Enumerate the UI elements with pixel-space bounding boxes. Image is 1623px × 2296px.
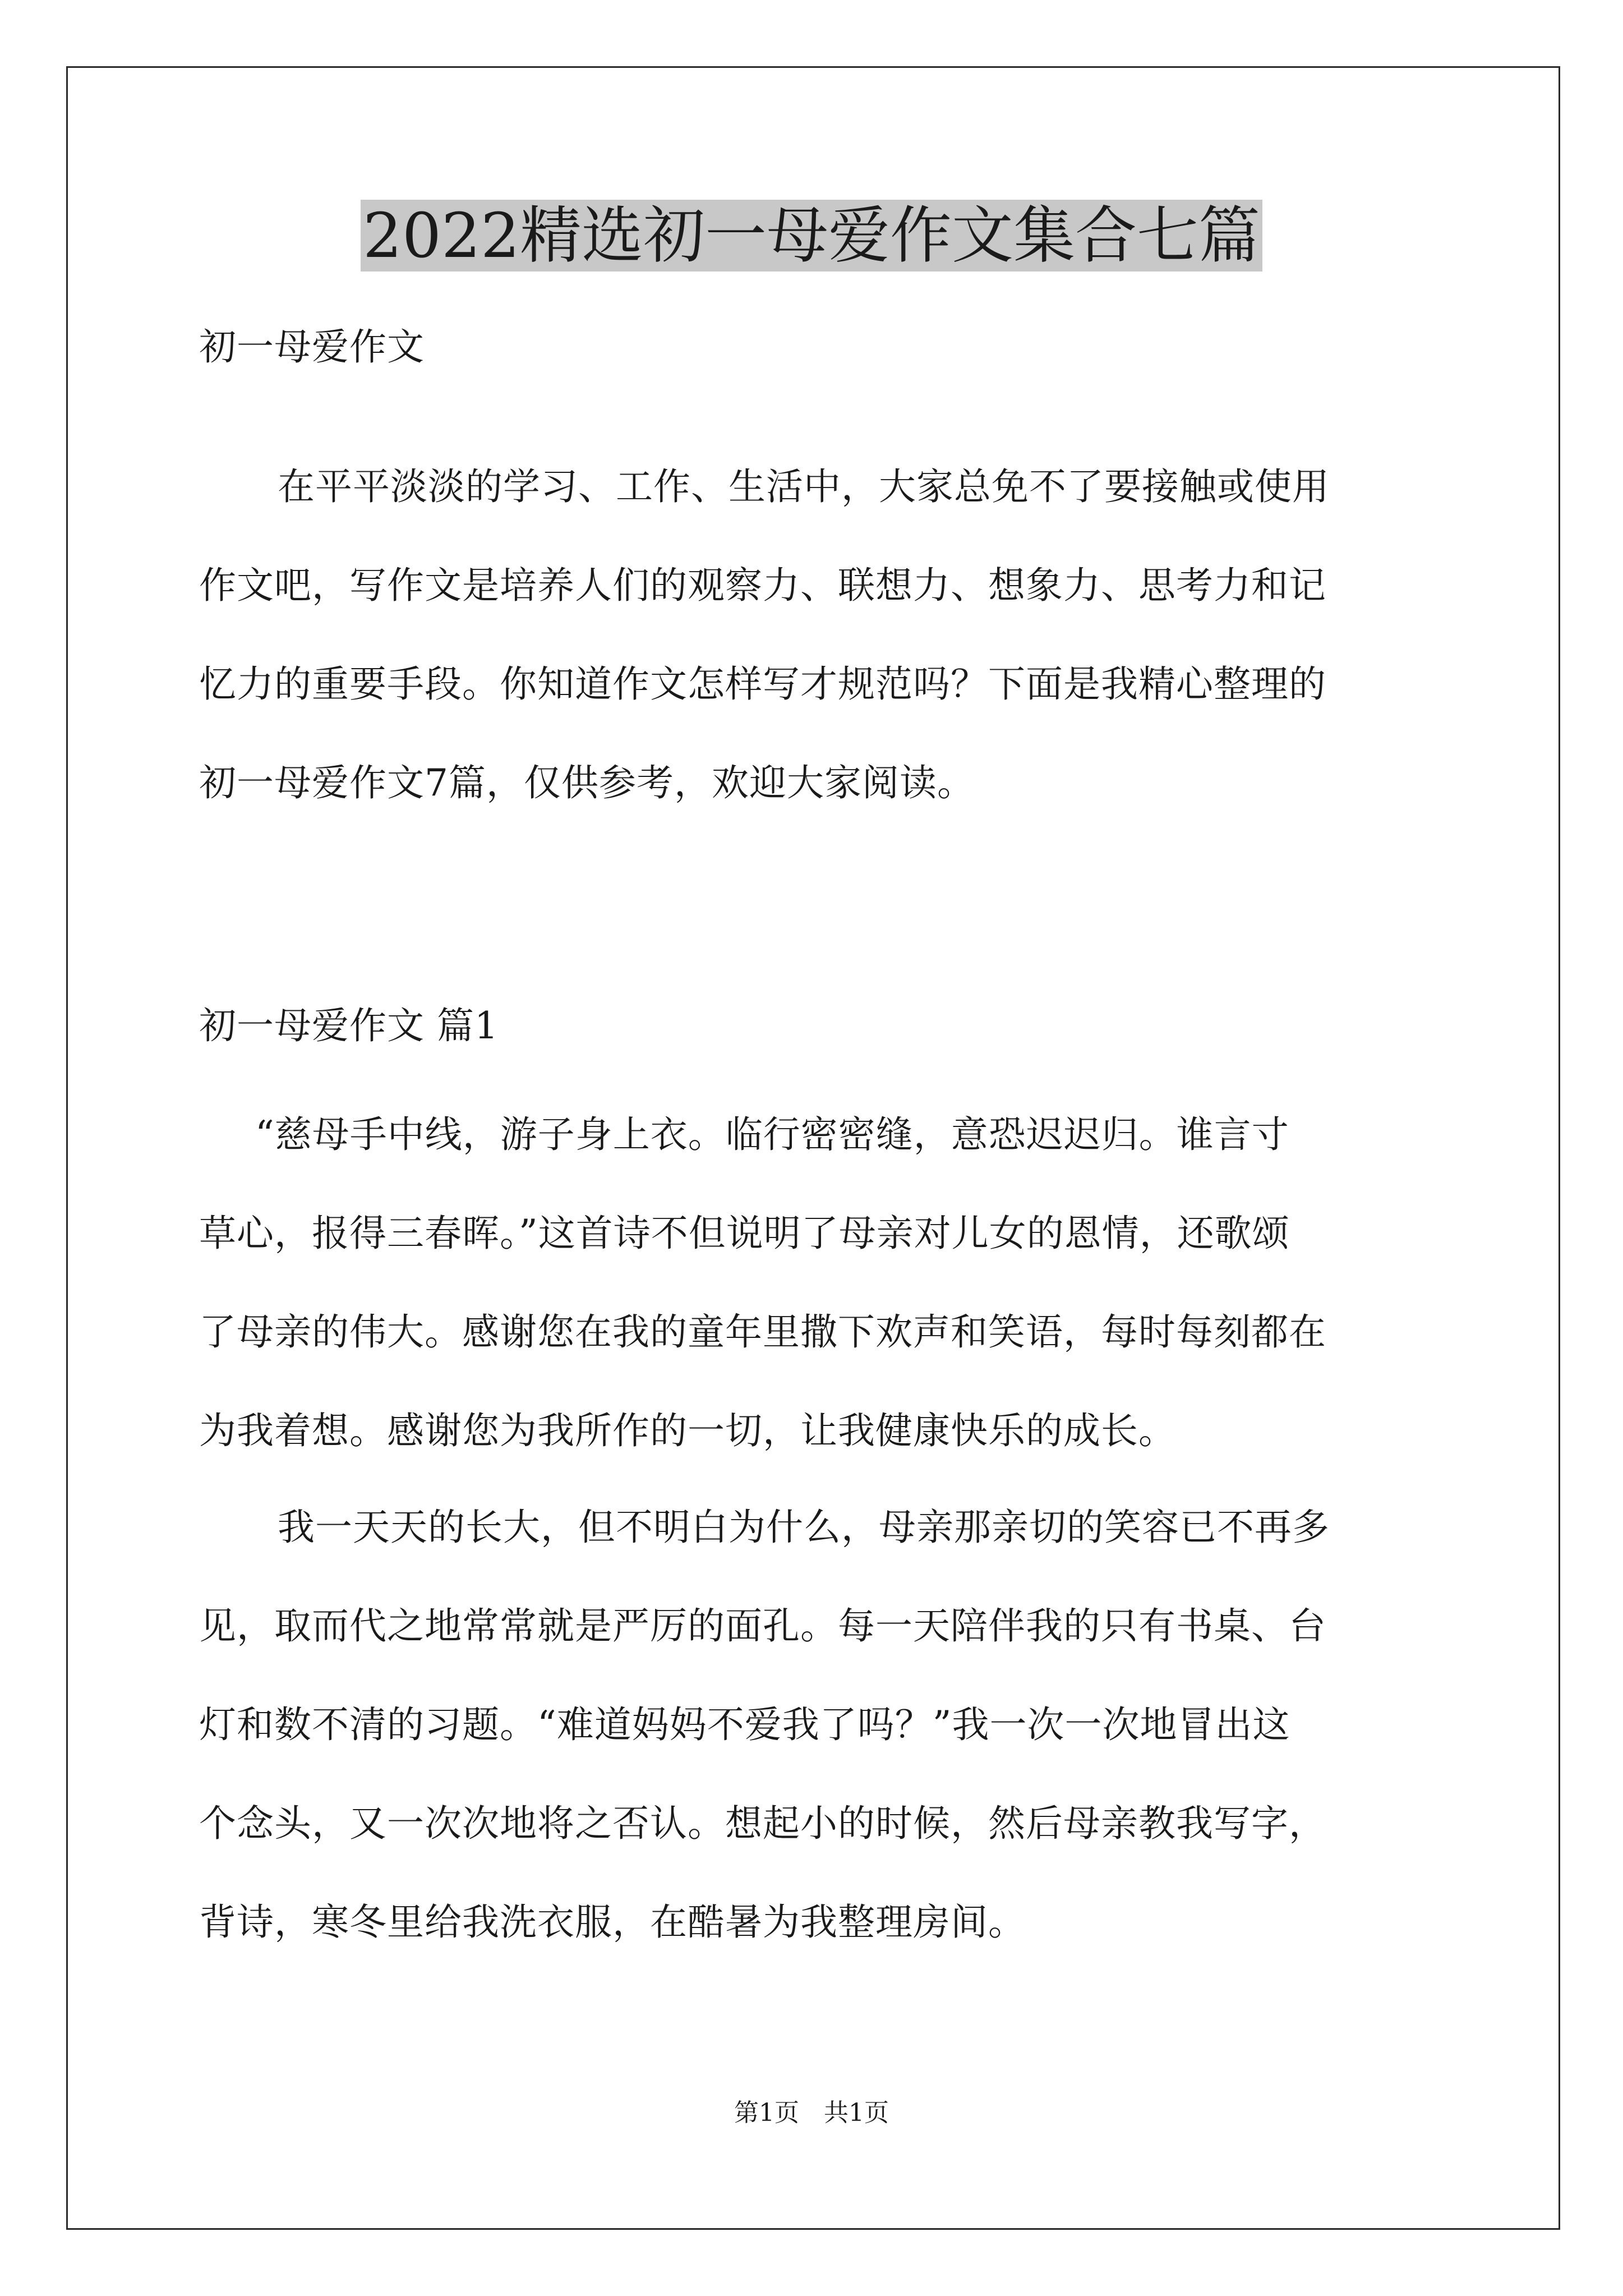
- paragraph-line: 为我着想。感谢您为我所作的一切，让我健康快乐的成长。: [199, 1409, 1176, 1452]
- paragraph-line: 个念头，又一次次地将之否认。想起小的时候，然后母亲教我写字，: [199, 1802, 1326, 1845]
- section-heading: 初一母爱作文: [199, 325, 425, 369]
- paragraph-line: 见，取而代之地常常就是严厉的面孔。每一天陪伴我的只有书桌、台: [199, 1604, 1326, 1648]
- article-paragraph-2: [199, 1478, 1427, 1972]
- paragraph-line: 背诗，寒冬里给我洗衣服，在酷暑为我整理房间。: [199, 1901, 1026, 1944]
- intro-line: 作文吧，写作文是培养人们的观察力、联想力、想象力、思考力和记: [199, 564, 1326, 607]
- intro-line: 在平平淡淡的学习、工作、生活中，大家总免不了要接触或使用: [278, 465, 1330, 508]
- article-paragraph-1: [199, 1085, 1427, 1480]
- article-heading: 初一母爱作文 篇1: [199, 1004, 499, 1047]
- paragraph-line: 灯和数不清的习题。“难道妈妈不爱我了吗？”我一次一次地冒出这: [199, 1703, 1290, 1746]
- intro-line: 忆力的重要手段。你知道作文怎样写才规范吗？下面是我精心整理的: [199, 662, 1326, 706]
- intro-line: 初一母爱作文7篇，仅供参考，欢迎大家阅读。: [199, 761, 975, 804]
- document-title: [0, 196, 1623, 275]
- document-title-text: 2022精选初一母爱作文集合七篇: [361, 200, 1262, 272]
- paragraph-line: 了母亲的伟大。感谢您在我的童年里撒下欢声和笑语，每时每刻都在: [199, 1310, 1326, 1354]
- paragraph-line: 草心，报得三春晖。”这首诗不但说明了母亲对儿女的恩情，还歌颂: [199, 1212, 1290, 1255]
- paragraph-line: “慈母手中线，游子身上衣。临行密密缝，意恐迟迟归。谁言寸: [255, 1113, 1289, 1156]
- intro-paragraph: [199, 438, 1427, 832]
- page-footer: 第1页 共1页: [734, 2099, 889, 2127]
- paragraph-line: 我一天天的长大，但不明白为什么，母亲那亲切的笑容已不再多: [278, 1506, 1330, 1549]
